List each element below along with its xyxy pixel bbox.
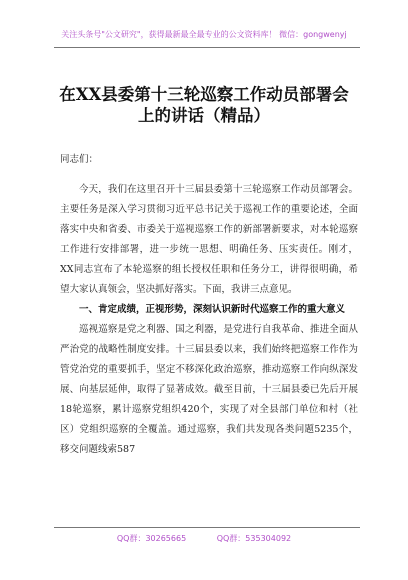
- footer-qq-group-1: QQ群：30265665: [116, 534, 187, 543]
- footer-divider: [54, 527, 360, 528]
- footer: [0, 533, 408, 544]
- salutation: 同志们：: [60, 154, 99, 165]
- page-title: [40, 84, 368, 126]
- section-heading-1: 一、肯定成绩，正视形势，深刻认识新时代巡察工作的重大意义: [79, 304, 346, 315]
- header-divider: [54, 47, 360, 48]
- title-line-2: 上的讲话（精品）: [138, 106, 270, 125]
- paragraph-section-1: 巡视巡察是党之利器、国之利器，是党进行自我革命、推进全面从严治党的战略性制度安排。十三届县委以来，我们始终把巡察工作作为管党治党的重要抓手，坚定不移深化政治巡察，推动巡察工作向纵深发展、向基层延伸，取得了显著成效。截至目前，十三届县委已先后开展18轮巡察，累计巡察党组织420个，实现了对全县部门单位和村（社区）党组织巡察的全覆盖。通过巡察，我们共发现各类问题5235个，移交问题线索587: [60, 324, 358, 455]
- paragraph-intro: 今天，我们在这里召开十三届县委第十三轮巡察工作动员部署会。主要任务是深入学习贯彻习近平总书记关于巡视工作的重要论述，全面落实中央和省委、市委关于巡视巡察工作的新部署新要求，对本轮巡察工作进行安排部署，进一步统一思想、明确任务、压实责任。刚才，XX同志宣布了本轮巡察的组长授权任职和任务分工，讲得很明确，希望大家认真领会，坚决抓好落实。下面，我讲三点意见。: [60, 184, 358, 295]
- title-line-1: 在XX县委第十三轮巡察工作动员部署会: [59, 85, 349, 104]
- document-body: [60, 150, 358, 460]
- header-note: 关注头条号"公文研究"，获得最新最全最专业的公文资料库！ 微信：gongwenyj: [61, 30, 347, 39]
- footer-qq-group-2: QQ群：535304092: [216, 534, 292, 543]
